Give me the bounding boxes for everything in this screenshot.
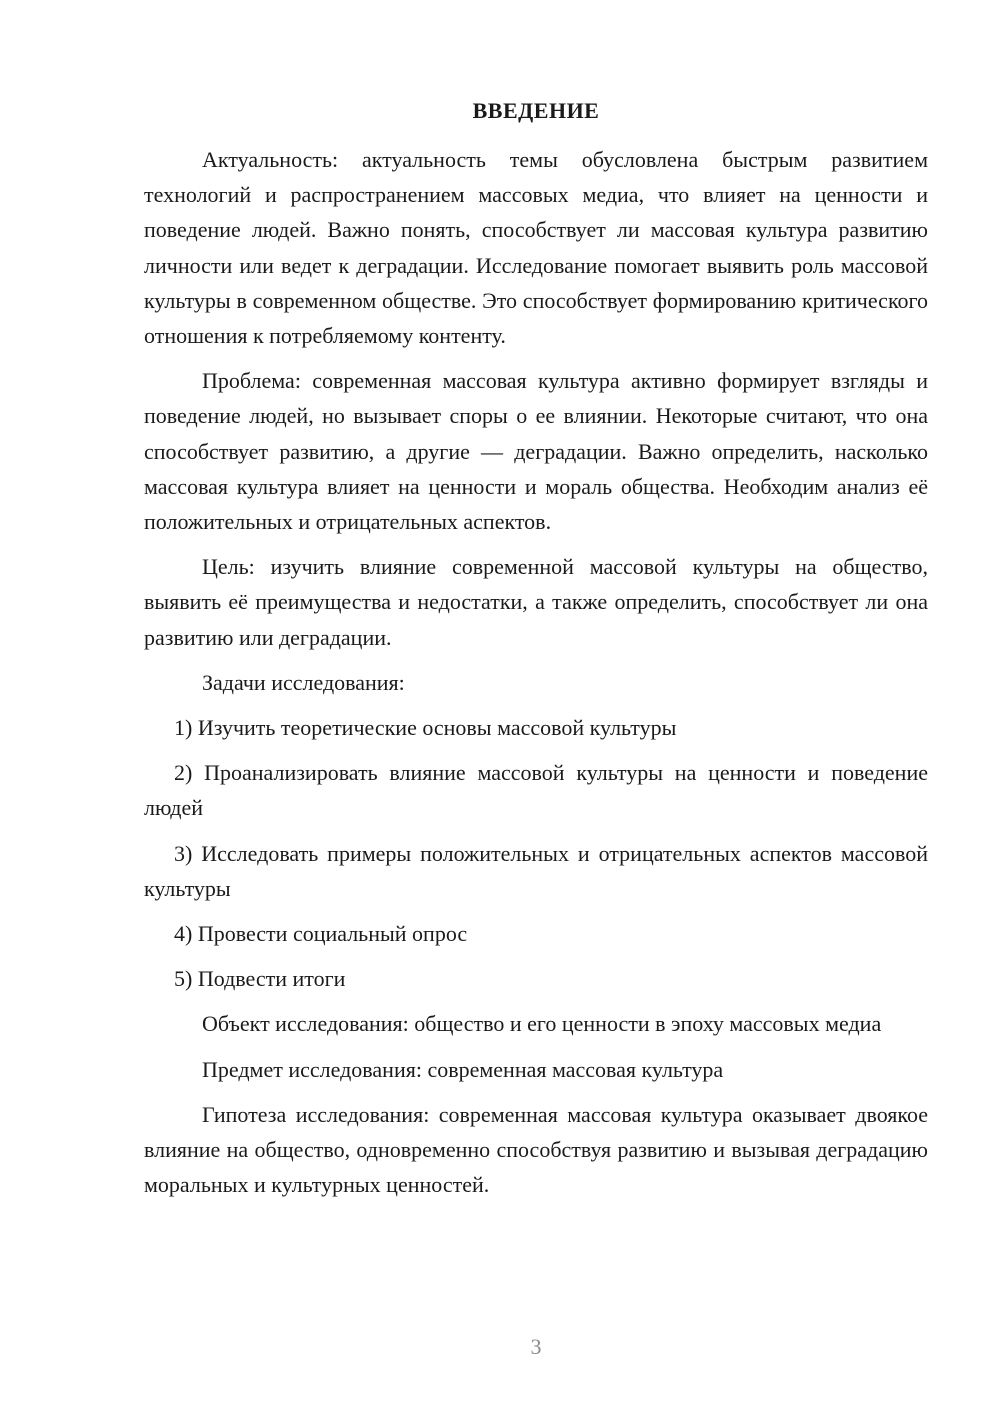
relevance-paragraph: Актуальность: актуальность темы обусловлена быстрым развитием технологий и распространением массовых медиа, что влияет на ценности и поведение людей. Важно понять, способствует ли массовая культура развитию личности или ведет к деградации. Исследование помогает выявить роль массовой культуры в современном обществе. Это способствует формированию критического отношения к потребляемому контенту. [144,147,928,349]
tasks-title: Задачи исследования: [202,669,405,695]
document-body [144,142,928,1212]
object-paragraph: Объект исследования: общество и его ценности в эпоху массовых медиа [202,1011,882,1037]
task-item: 4) Провести социальный опрос [174,921,468,947]
page-number: 3 [530,1334,542,1359]
goal-paragraph: Цель: изучить влияние современной массовой культуры на общество, выявить её преимущества и недостатки, а также определить, способствует ли она развитию или деградации. [144,554,928,650]
subject-paragraph: Предмет исследования: современная массовая культура [202,1056,724,1082]
task-item: 1) Изучить теоретические основы массовой культуры [174,715,677,741]
page-title: ВВЕДЕНИЕ [472,98,600,123]
task-item: 3) Исследовать примеры положительных и отрицательных аспектов массовой культуры [144,840,928,901]
task-item: 2) Проанализировать влияние массовой культуры на ценности и поведение людей [144,760,928,821]
problem-paragraph: Проблема: современная массовая культура активно формирует взгляды и поведение людей, но вызывает споры о ее влиянии. Некоторые считают, что она способствует развитию, а другие — деградации. Важно определить, насколько массовая культура влияет на ценности и мораль общества. Необходим анализ её положительных и отрицательных аспектов. [144,368,928,535]
task-item: 5) Подвести итоги [174,966,346,992]
hypothesis-paragraph: Гипотеза исследования: современная массовая культура оказывает двоякое влияние на общество, одновременно способствуя развитию и вызывая деградацию моральных и культурных ценностей. [144,1101,928,1198]
